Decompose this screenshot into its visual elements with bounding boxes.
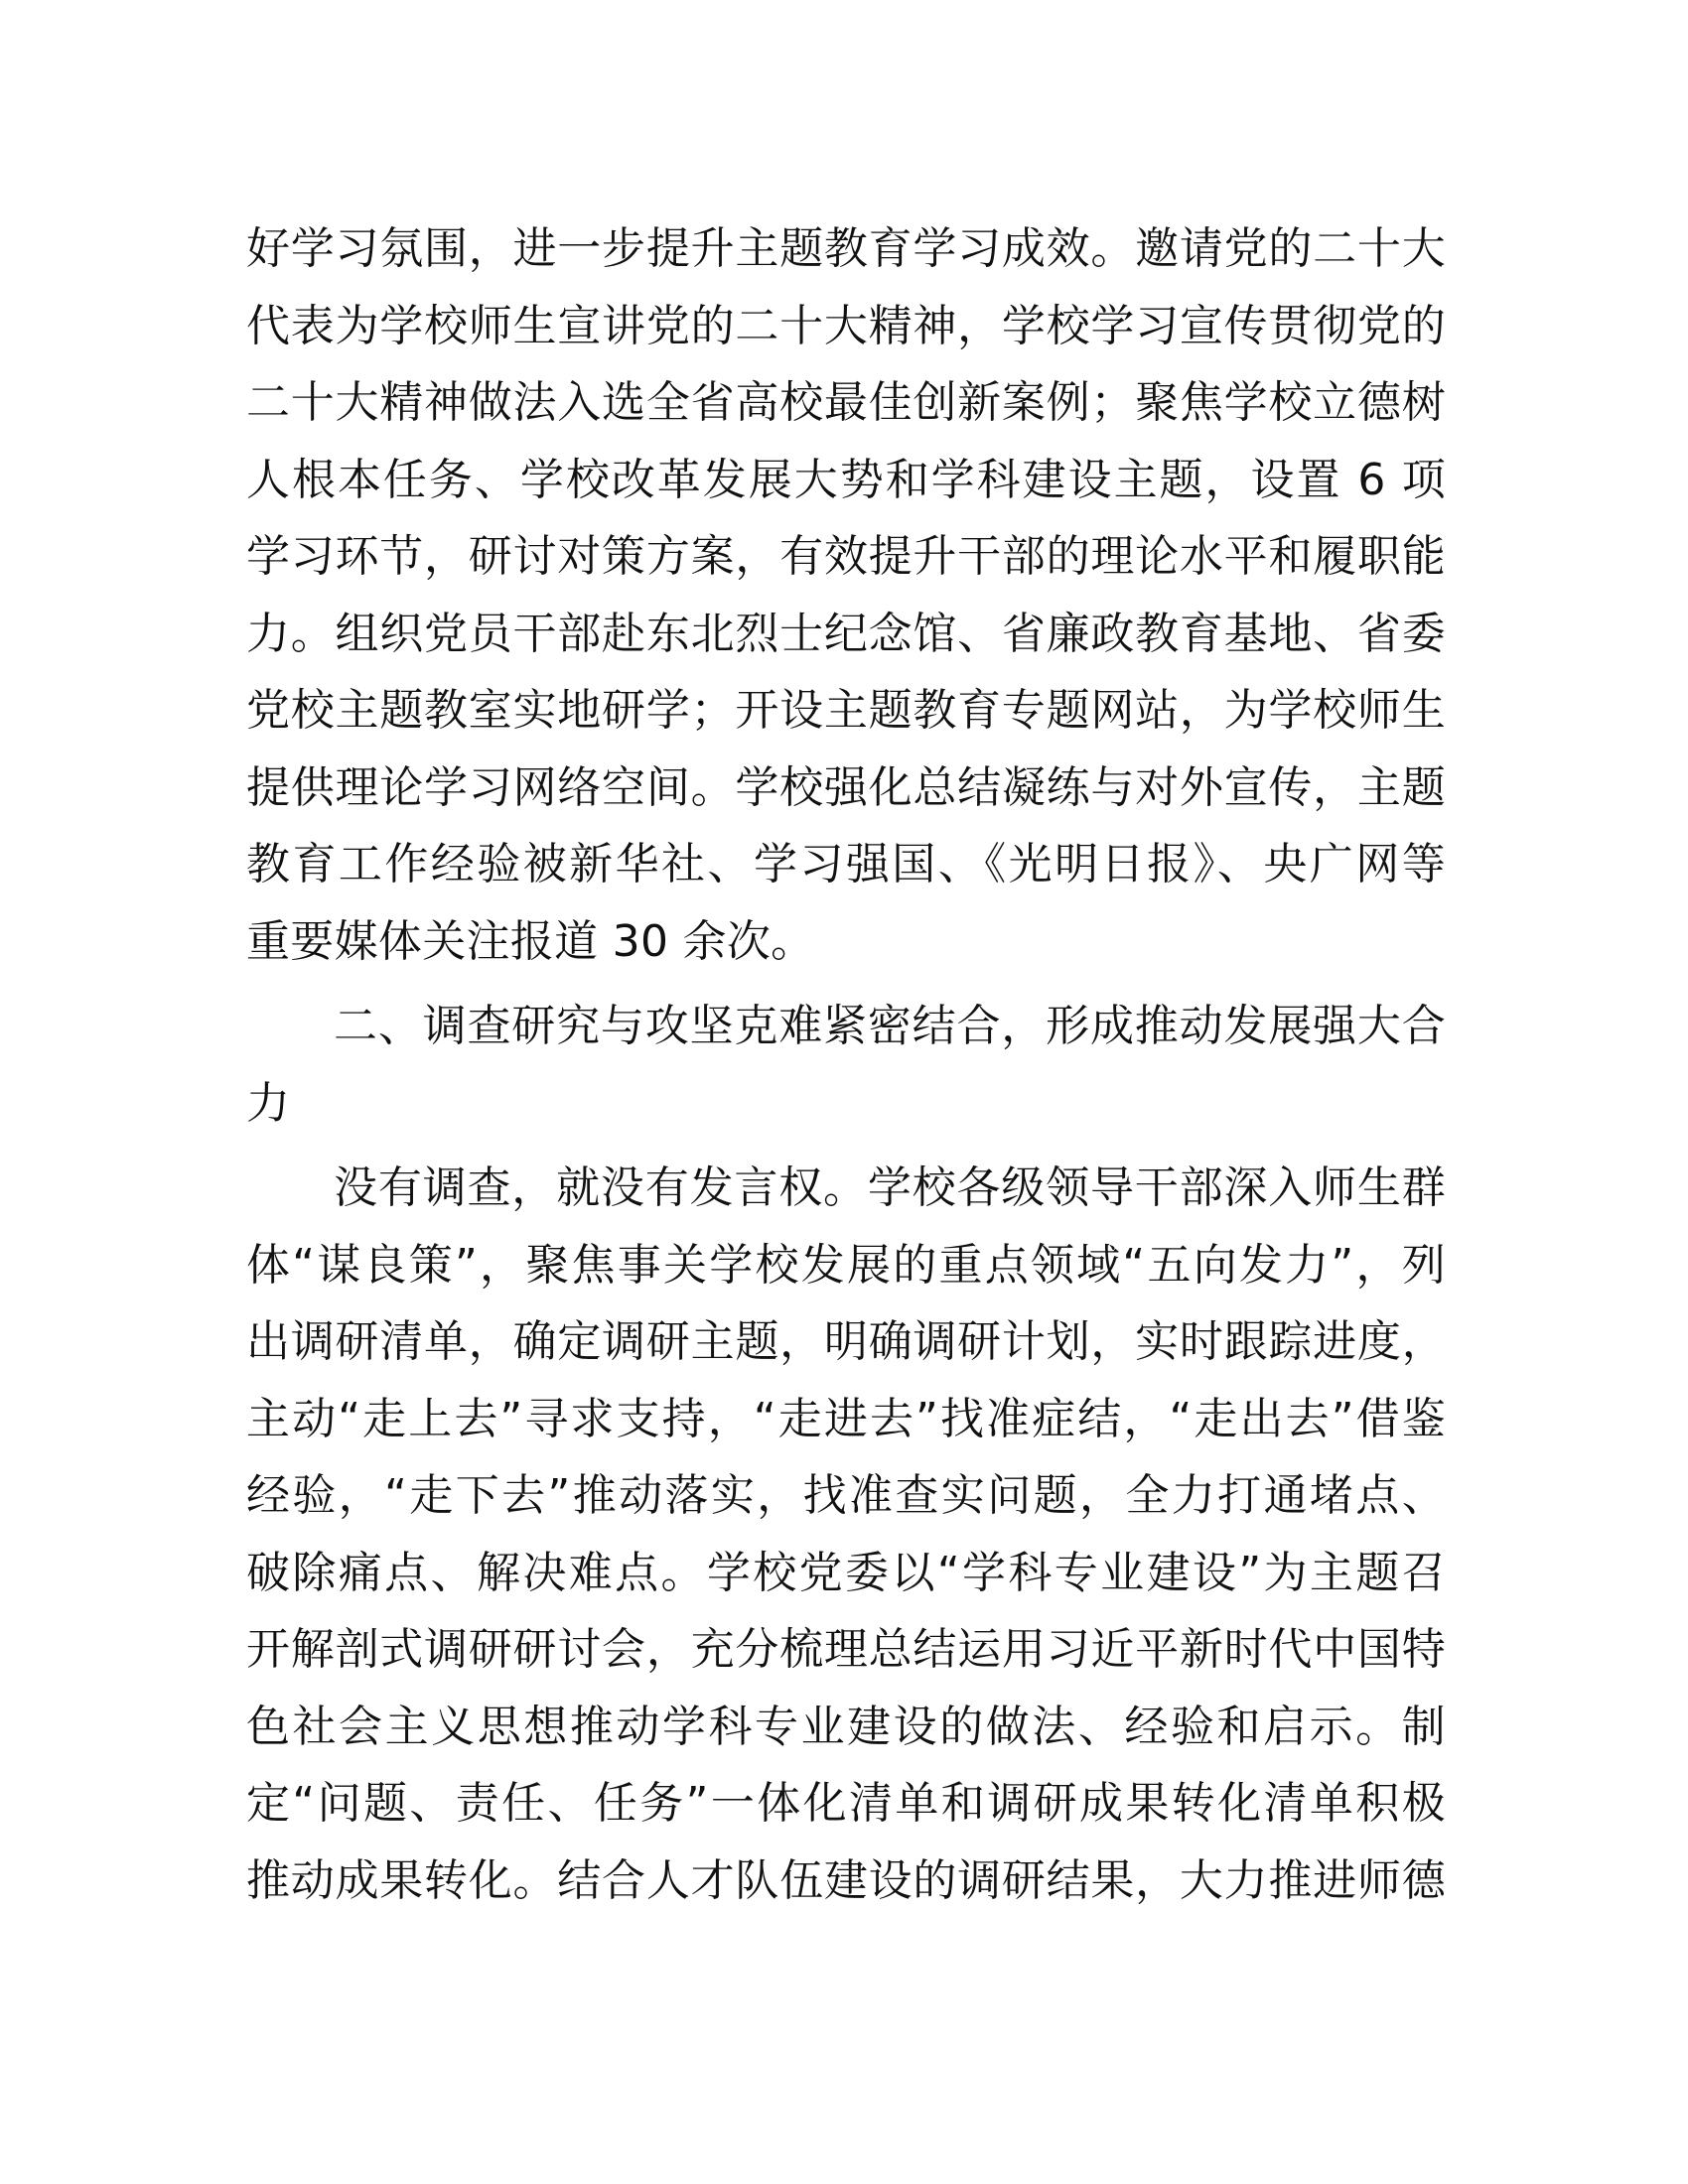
section-heading (246, 988, 1446, 1142)
paragraph-continuation (246, 210, 1446, 980)
text-line: 学习环节，研讨对策方案，有效提升干部的理论水平和履职能 (246, 531, 1446, 582)
paragraph-body (246, 1150, 1446, 1919)
document-body (246, 210, 1446, 1927)
text-line: 体“谋良策”，聚焦事关学校发展的重点领域“五向发力”，列 (246, 1239, 1446, 1291)
text-line: 教育工作经验被新华社、学习强国、《光明日报》、央广网等 (246, 839, 1446, 889)
text-line: 党校主题教室实地研学；开设主题教育专题网站，为学校师生 (246, 685, 1446, 736)
text-line: 好学习氛围，进一步提升主题教育学习成效。邀请党的二十大 (246, 223, 1446, 274)
heading-line: 力 (246, 1077, 291, 1129)
text-line: 开解剖式调研研讨会，充分梳理总结运用习近平新时代中国特 (246, 1624, 1446, 1675)
text-line: 提供理论学习网络空间。学校强化总结凝练与对外宣传，主题 (246, 761, 1446, 813)
text-line: 经验，“走下去”推动落实，找准查实问题，全力打通堵点、 (246, 1470, 1446, 1521)
text-line: 没有调查，就没有发言权。学校各级领导干部深入师生群 (334, 1162, 1446, 1213)
text-line: 主动“走上去”寻求支持，“走进去”找准症结，“走出去”借鉴 (246, 1393, 1446, 1444)
text-line: 力。组织党员干部赴东北烈士纪念馆、省廉政教育基地、省委 (246, 608, 1446, 659)
text-line: 破除痛点、解决难点。学校党委以“学科专业建设”为主题召 (246, 1547, 1446, 1598)
text-line: 推动成果转化。结合人才队伍建设的调研结果，大力推进师德 (246, 1854, 1446, 1906)
text-line: 二十大精神做法入选全省高校最佳创新案例；聚焦学校立德树 (246, 377, 1446, 428)
text-line: 出调研清单，确定调研主题，明确调研计划，实时跟踪进度， (246, 1316, 1446, 1367)
heading-line: 二、调查研究与攻坚克难紧密结合，形成推动发展强大合 (334, 1001, 1446, 1051)
text-line: 重要媒体关注报道 30 余次。 (246, 915, 815, 967)
text-line: 定“问题、责任、任务”一体化清单和调研成果转化清单积极 (246, 1778, 1446, 1829)
text-line: 色社会主义思想推动学科专业建设的做法、经验和启示。制 (246, 1701, 1446, 1752)
text-line: 代表为学校师生宣讲党的二十大精神，学校学习宣传贯彻党的 (246, 300, 1446, 351)
text-line: 人根本任务、学校改革发展大势和学科建设主题，设置 6 项 (246, 454, 1446, 505)
